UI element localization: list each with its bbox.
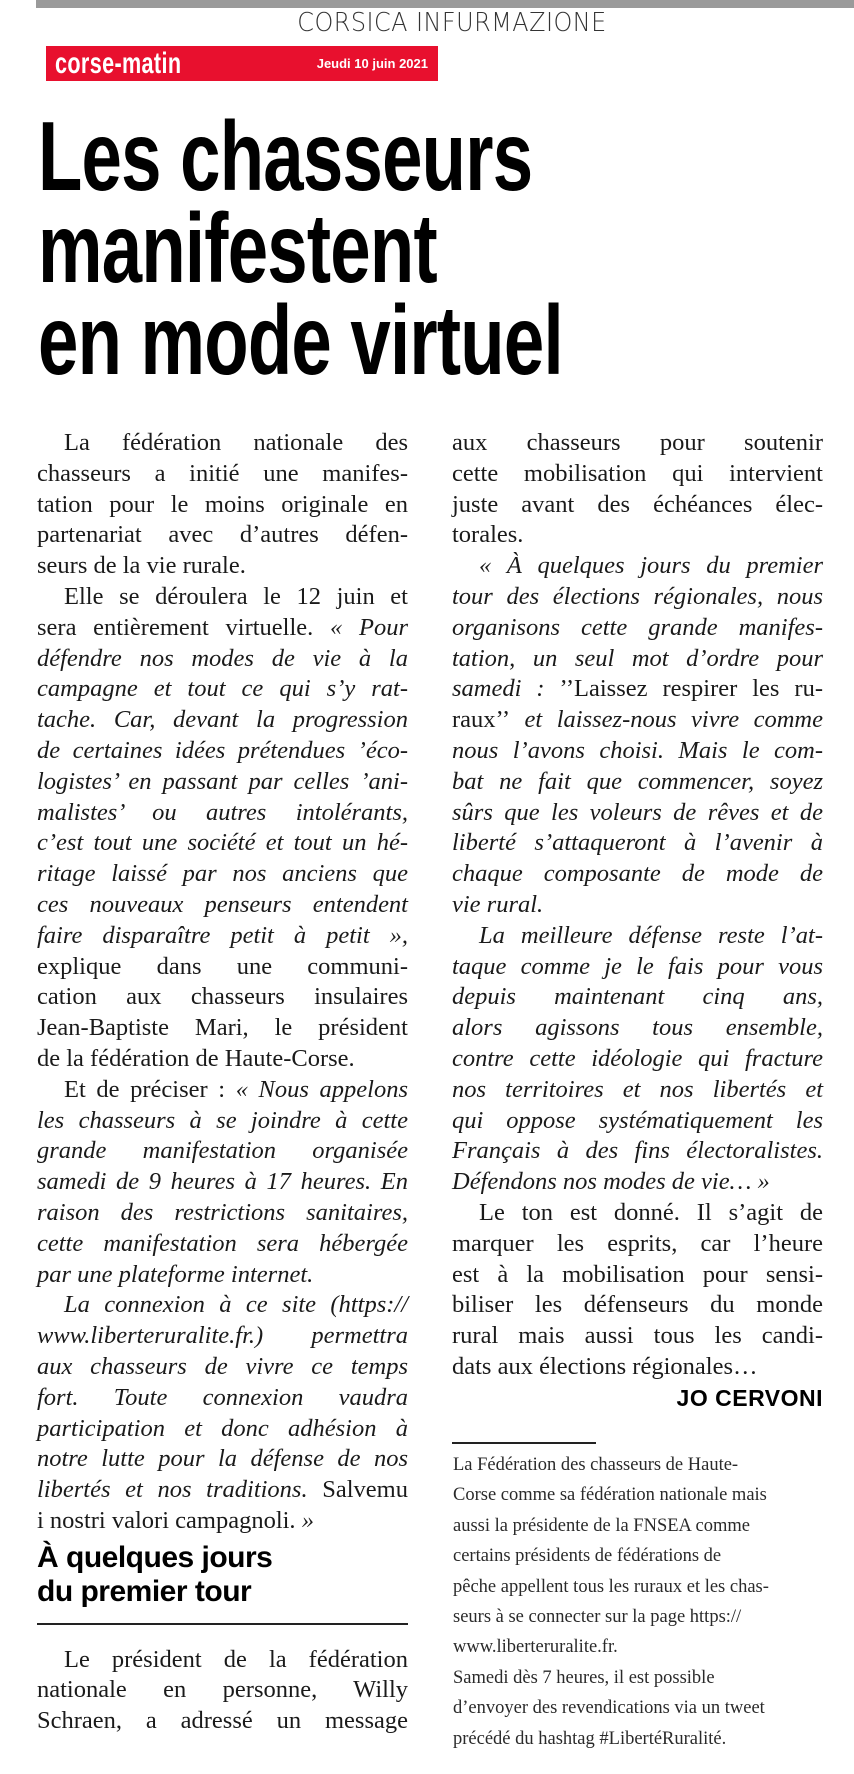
- text-line: [452, 767, 823, 798]
- italic-text: tache. Car, devant la progression: [37, 706, 408, 734]
- paragraph: [37, 1645, 408, 1737]
- text-line: [452, 428, 823, 459]
- text: nationale en personne, Willy: [37, 1676, 408, 1704]
- italic-text: La connexion à ce site (https://: [64, 1291, 408, 1319]
- text-line: [37, 1706, 408, 1737]
- text-line: [37, 1352, 408, 1383]
- text-line: [37, 1167, 408, 1198]
- sidebar-box-line: seurs à se connecter sur la page https://: [453, 1607, 742, 1628]
- italic-text: faire disparaître petit à petit »,: [37, 921, 408, 949]
- text-line: [37, 1383, 408, 1414]
- text-line: [452, 982, 823, 1013]
- publication-date: Jeudi 10 juin 2021: [316, 56, 428, 71]
- text: Schraen, a adressé un message: [37, 1707, 408, 1735]
- text-line: [37, 459, 408, 490]
- italic-text: depuis maintenant cinq ans,: [452, 983, 823, 1011]
- sidebar-box-line: Corse comme sa fédération nationale mais: [453, 1485, 767, 1506]
- italic-text: logistes’ en passant par celles ’ani-: [37, 767, 408, 795]
- italic-text: par une plateforme internet.: [37, 1260, 314, 1288]
- text-line: [452, 1198, 823, 1229]
- italic-text: Français à des fins électoralistes.: [452, 1137, 823, 1165]
- article-column-right: [452, 428, 823, 1413]
- italic-text: bat ne fait que commencer, soyez: [452, 767, 823, 795]
- italic-text: raison des restrictions sanitaires,: [37, 1198, 408, 1226]
- text: partenariat avec d’autres défen-: [37, 521, 408, 549]
- italic-text: tour des élections régionales, nous: [452, 582, 823, 610]
- italic-text: ritage laissé par nos anciens que: [37, 860, 408, 888]
- text-line: [37, 1321, 408, 1352]
- text-line: [37, 1645, 408, 1676]
- text-line: [452, 1352, 823, 1383]
- italic-text: organisons cette grande manifes-: [452, 613, 823, 641]
- italic-text: qui oppose systématiquement les: [452, 1106, 823, 1134]
- text-line: [37, 613, 408, 644]
- text: biliser les défenseurs du monde: [452, 1291, 823, 1319]
- text-line: [37, 1106, 408, 1137]
- text-line: [37, 644, 408, 675]
- text: La fédération nationale des: [64, 429, 408, 456]
- text: marquer les esprits, car l’heure: [452, 1229, 823, 1257]
- text: sera entièrement virtuelle.: [37, 613, 331, 641]
- italic-text: alors agissons tous ensemble,: [452, 1014, 823, 1042]
- italic-text: Défendons nos modes de vie… »: [452, 1168, 770, 1196]
- paragraph: [37, 428, 408, 582]
- text-line: [452, 1229, 823, 1260]
- text-line: [37, 1444, 408, 1475]
- paragraph: [452, 921, 823, 1198]
- text: aux chasseurs pour soutenir: [452, 429, 823, 456]
- newspaper-logo: corse-matin: [55, 47, 182, 80]
- italic-text: libertés et nos traditions.: [37, 1476, 308, 1504]
- sidebar-box: [453, 1450, 833, 1754]
- masthead-bar: [46, 46, 438, 81]
- text-line: [37, 551, 408, 582]
- text-line: [37, 859, 408, 890]
- italic-text: www.liberteruralite.fr.) permettra: [37, 1322, 408, 1350]
- italic-text: samedi :: [452, 675, 560, 703]
- text-line: [452, 705, 823, 736]
- italic-text: tation, un seul mot d’ordre pour: [452, 644, 823, 672]
- italic-text: notre lutte pour la défense de nos: [37, 1445, 408, 1473]
- paragraph: [37, 1290, 408, 1536]
- text-line: [37, 890, 408, 921]
- text-line: [37, 798, 408, 829]
- text-line: [37, 767, 408, 798]
- text-line: [37, 705, 408, 736]
- text-line: [37, 921, 408, 952]
- italic-text: grande manifestation organisée: [37, 1137, 408, 1165]
- text-line: [452, 890, 823, 921]
- text-line: [37, 1013, 408, 1044]
- sidebar-box-line: www.liberteruralite.fr.: [453, 1637, 618, 1658]
- headline-line: Les chasseurs: [38, 101, 533, 211]
- text: de la fédération de Haute-Corse.: [37, 1044, 355, 1072]
- text: est à la mobilisation pour sensi-: [452, 1260, 823, 1288]
- sidebar-box-line: La Fédération des chasseurs de Haute-: [453, 1455, 739, 1475]
- text: i nostri valori campagnoli.: [37, 1506, 302, 1534]
- text-line: [452, 644, 823, 675]
- italic-text: « À quelques jours du premier: [479, 552, 823, 580]
- italic-text: fort. Toute connexion vaudra: [37, 1383, 408, 1411]
- text-line: [37, 1136, 408, 1167]
- text-line: [37, 982, 408, 1013]
- sidebar-box-line: d’envoyer des revendications via un tweet: [453, 1698, 765, 1719]
- text-line: [452, 459, 823, 490]
- italic-text: nos territoires et nos libertés et: [452, 1075, 823, 1103]
- text-line: [37, 520, 408, 551]
- text: raux’’: [452, 706, 511, 734]
- text: Et de préciser :: [64, 1075, 236, 1103]
- paragraph: [37, 1075, 408, 1291]
- text-line: [452, 490, 823, 521]
- text-line: [37, 1229, 408, 1260]
- italic-text: ces nouveaux penseurs entendent: [37, 890, 408, 918]
- text-line: [37, 1260, 408, 1291]
- text-line: [452, 1167, 823, 1198]
- text-line: [37, 1198, 408, 1229]
- italic-text: les chasseurs à se joindre à cette: [37, 1106, 408, 1134]
- text: Le président de la fédération: [64, 1645, 408, 1673]
- text-line: [37, 952, 408, 983]
- text-line: [452, 1075, 823, 1106]
- text: cette mobilisation qui intervient: [452, 459, 823, 487]
- text-line: [37, 1506, 408, 1537]
- italic-text: liberté s’attaqueront à l’avenir à: [452, 829, 823, 857]
- section-rubric: CORSICA INFURMAZIONE: [297, 8, 607, 38]
- subheading: À quelques jours: [37, 1540, 273, 1574]
- text-line: [37, 1675, 408, 1706]
- text-line: [452, 1013, 823, 1044]
- sidebar-box-line: précédé du hashtag #LibertéRuralité.: [453, 1728, 727, 1749]
- italic-text: sûrs que les voleurs de rêves et de: [452, 798, 823, 826]
- text-line: [37, 1290, 408, 1321]
- italic-text: malistes’ ou autres intolérants,: [37, 798, 408, 826]
- sidebar-box-line: aussi la présidente de la FNSEA comme: [453, 1515, 750, 1536]
- text: tation pour le moins originale en: [37, 490, 408, 518]
- text-line: [452, 520, 823, 551]
- text-line: [452, 1136, 823, 1167]
- text: Salvemu: [307, 1476, 408, 1504]
- text-line: [37, 1044, 408, 1075]
- text-line: [37, 1475, 408, 1506]
- text-line: [452, 736, 823, 767]
- text-line: [37, 828, 408, 859]
- text-line: [452, 551, 823, 582]
- text-line: [452, 828, 823, 859]
- text: rural mais aussi tous les candi-: [452, 1322, 823, 1350]
- text: ’’Laissez respirer les ru-: [559, 675, 823, 703]
- section-divider: [37, 1623, 408, 1625]
- text-line: [452, 613, 823, 644]
- italic-text: « Nous appelons: [235, 1075, 408, 1103]
- italic-text: « Pour: [330, 613, 408, 641]
- italic-text: c’est tout une société et tout un hé-: [37, 829, 408, 857]
- text-line: [452, 674, 823, 705]
- sidebar-box-line: pêche appellent tous les ruraux et les chas-: [453, 1576, 769, 1597]
- text: seurs de la vie rurale.: [37, 552, 246, 580]
- text-line: [452, 1290, 823, 1321]
- article-column-left: [37, 428, 408, 1737]
- italic-text: et laissez-nous vivre comme: [510, 706, 823, 734]
- text-line: [37, 428, 408, 459]
- paragraph: [452, 551, 823, 921]
- headline: [38, 101, 747, 395]
- text: Le ton est donné. Il s’agit de: [479, 1198, 823, 1226]
- italic-text: participation et donc adhésion à: [37, 1414, 408, 1442]
- paragraph: [452, 428, 823, 551]
- italic-text: défendre nos modes de vie à la: [37, 644, 408, 672]
- italic-text: taque comme je le fais pour vous: [452, 952, 823, 980]
- text-line: [37, 736, 408, 767]
- text-line: [452, 798, 823, 829]
- author-byline: JO CERVONI: [676, 1384, 823, 1411]
- text-line: [452, 1260, 823, 1291]
- italic-text: aux chasseurs de vivre ce temps: [37, 1352, 408, 1380]
- italic-text: chaque composante de mode de: [452, 860, 823, 888]
- italic-text: contre cette idéologie qui fracture: [452, 1044, 823, 1072]
- text: cation aux chasseurs insulaires: [37, 983, 408, 1011]
- text-line: [37, 582, 408, 613]
- top-rule: [36, 0, 854, 8]
- text: dats aux élections régionales…: [452, 1352, 758, 1380]
- headline-line: manifestent: [38, 193, 437, 303]
- italic-text: nous l’avons choisi. Mais le com-: [452, 736, 823, 764]
- text-line: [452, 1106, 823, 1137]
- text-line: [452, 582, 823, 613]
- sidebar-box-line: Samedi dès 7 heures, il est possible: [453, 1667, 715, 1688]
- text: Elle se déroulera le 12 juin et: [64, 582, 408, 610]
- text-line: [452, 1044, 823, 1075]
- text-line: [37, 1075, 408, 1106]
- italic-text: de certaines idées prétendues ’éco-: [37, 736, 408, 764]
- italic-text: cette manifestation sera hébergée: [37, 1229, 408, 1257]
- italic-text: La meilleure défense reste l’at-: [479, 921, 823, 949]
- text: chasseurs a initié une manifes-: [37, 459, 408, 487]
- italic-text: »: [301, 1506, 314, 1534]
- text-line: [452, 952, 823, 983]
- text-line: [37, 490, 408, 521]
- text-line: [452, 1321, 823, 1352]
- paragraph: [37, 582, 408, 1075]
- text-line: [452, 921, 823, 952]
- sidebar-box-rule: [452, 1442, 596, 1444]
- italic-text: samedi de 9 heures à 17 heures. En: [37, 1168, 408, 1196]
- sidebar-box-line: certains présidents de fédérations de: [453, 1546, 722, 1567]
- headline-line: en mode virtuel: [38, 285, 563, 395]
- italic-text: campagne et tout ce qui s’y rat-: [37, 675, 408, 703]
- text: Jean-Baptiste Mari, le président: [37, 1014, 408, 1042]
- text-line: [37, 674, 408, 705]
- text-line: [452, 859, 823, 890]
- subheading: du premier tour: [37, 1574, 252, 1608]
- text-line: [37, 1414, 408, 1445]
- paragraph: [452, 1198, 823, 1383]
- text: explique dans une communi-: [37, 952, 408, 980]
- text: torales.: [452, 521, 524, 549]
- italic-text: vie rural.: [452, 890, 544, 918]
- text: juste avant des échéances élec-: [452, 490, 823, 518]
